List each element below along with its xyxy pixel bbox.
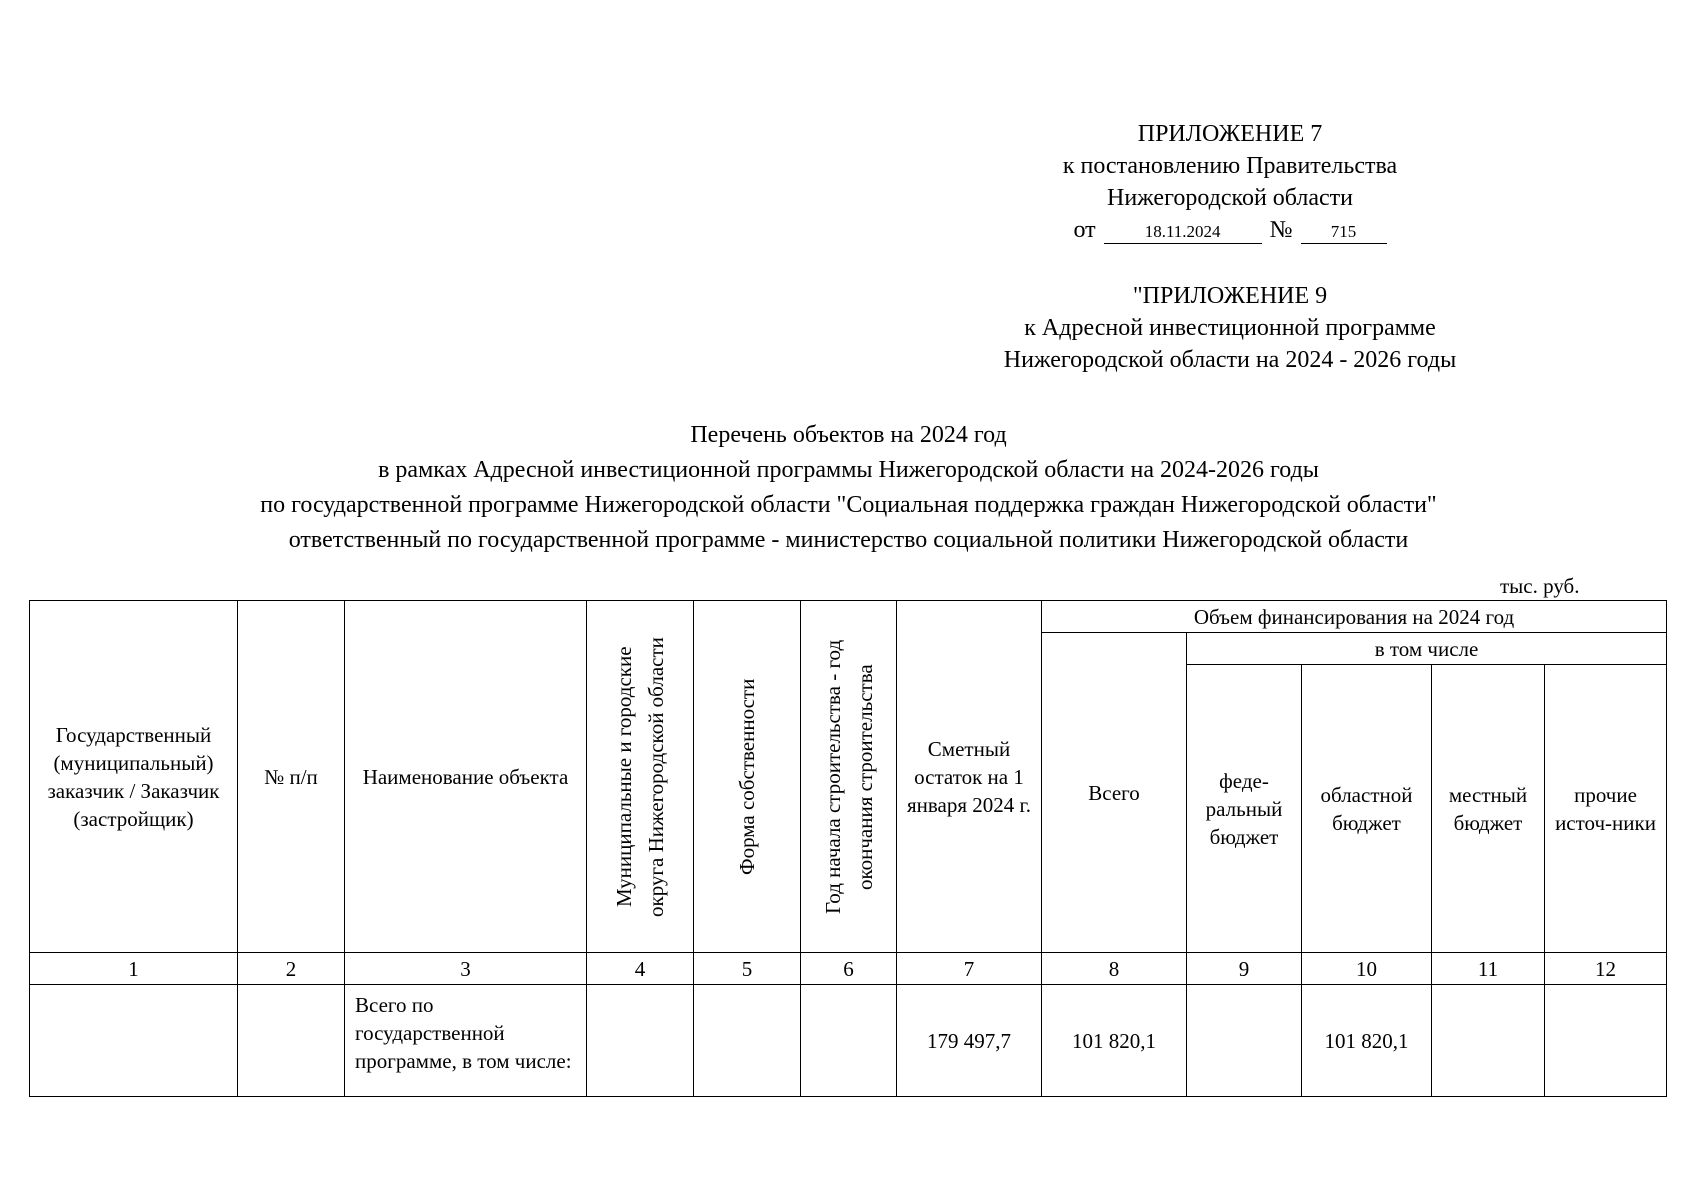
column-numbers-row (30, 953, 1667, 985)
header-customer: Государственный (муниципальный) заказчик / Заказчик (застройщик) (30, 601, 238, 953)
header-other: прочие источ-ники (1545, 665, 1667, 953)
header-ownership-cell (694, 601, 801, 953)
cell-municipality (587, 985, 694, 1097)
appendix-7-line1: к постановлению Правительства (1062, 153, 1398, 179)
column-number: 1 (30, 953, 238, 985)
table-row (30, 985, 1667, 1097)
header-ownership: Форма собственности (735, 678, 759, 875)
column-number: 8 (1042, 953, 1187, 985)
decree-date: 18.11.2024 (1104, 221, 1262, 244)
header-funding-group: Объем финансирования на 2024 год (1042, 601, 1667, 633)
header-years: Год начала строительства - год окончания строительства (820, 639, 877, 914)
cell-ownership (694, 985, 801, 1097)
appendix-7-title: ПРИЛОЖЕНИЕ 7 (1137, 121, 1323, 147)
column-number: 11 (1432, 953, 1545, 985)
objects-table (29, 600, 1667, 1097)
heading-line2: в рамках Адресной инвестиционной программы Нижегородской области на 2024-2026 годы (378, 457, 1319, 483)
header-municipality: Муниципальные и городские округа Нижегородской области (612, 636, 668, 917)
header-num: № п/п (238, 601, 345, 953)
column-number: 4 (587, 953, 694, 985)
heading-line1: Перечень объектов на 2024 год (690, 422, 1007, 448)
cell-total: 101 820,1 (1042, 985, 1187, 1097)
appendix-7-block (1060, 118, 1400, 246)
date-prefix: от (1073, 217, 1096, 243)
heading-line4: ответственный по государственной программе - министерство социальной политики Нижегородской области (288, 527, 1409, 553)
column-number: 7 (897, 953, 1042, 985)
number-prefix: № (1269, 217, 1293, 243)
cell-years (801, 985, 897, 1097)
column-number: 3 (345, 953, 587, 985)
cell-customer (30, 985, 238, 1097)
header-total: Всего (1042, 633, 1187, 953)
header-object-name: Наименование объекта (345, 601, 587, 953)
appendix-9-line2: Нижегородской области на 2024 - 2026 годы (1003, 347, 1457, 373)
column-number: 2 (238, 953, 345, 985)
header-local: местный бюджет (1432, 665, 1545, 953)
units-label: тыс. руб. (1500, 574, 1580, 598)
column-number: 12 (1545, 953, 1667, 985)
cell-regional: 101 820,1 (1302, 985, 1432, 1097)
header-including: в том числе (1187, 633, 1667, 665)
appendix-9-title: "ПРИЛОЖЕНИЕ 9 (1132, 283, 1328, 309)
document-heading (0, 418, 1697, 558)
cell-num (238, 985, 345, 1097)
cell-federal (1187, 985, 1302, 1097)
cell-other (1545, 985, 1667, 1097)
heading-line3: по государственной программе Нижегородской области "Социальная поддержка граждан Нижегородской области" (260, 492, 1437, 518)
header-regional: областной бюджет (1302, 665, 1432, 953)
column-number: 10 (1302, 953, 1432, 985)
decree-number: 715 (1301, 221, 1387, 244)
appendix-7-line2: Нижегородской области (1106, 185, 1354, 211)
header-estimate: Сметный остаток на 1 января 2024 г. (897, 601, 1042, 953)
appendix-7-signature-line (1060, 214, 1400, 246)
cell-object-name: Всего по государственной программе, в том числе: (345, 985, 587, 1097)
column-number: 9 (1187, 953, 1302, 985)
appendix-9-block (960, 280, 1500, 376)
column-number: 5 (694, 953, 801, 985)
header-municipality-cell (587, 601, 694, 953)
appendix-9-line1: к Адресной инвестиционной программе (1024, 315, 1436, 341)
cell-estimate: 179 497,7 (897, 985, 1042, 1097)
cell-local (1432, 985, 1545, 1097)
header-federal: феде-ральный бюджет (1187, 665, 1302, 953)
column-number: 6 (801, 953, 897, 985)
header-years-cell (801, 601, 897, 953)
